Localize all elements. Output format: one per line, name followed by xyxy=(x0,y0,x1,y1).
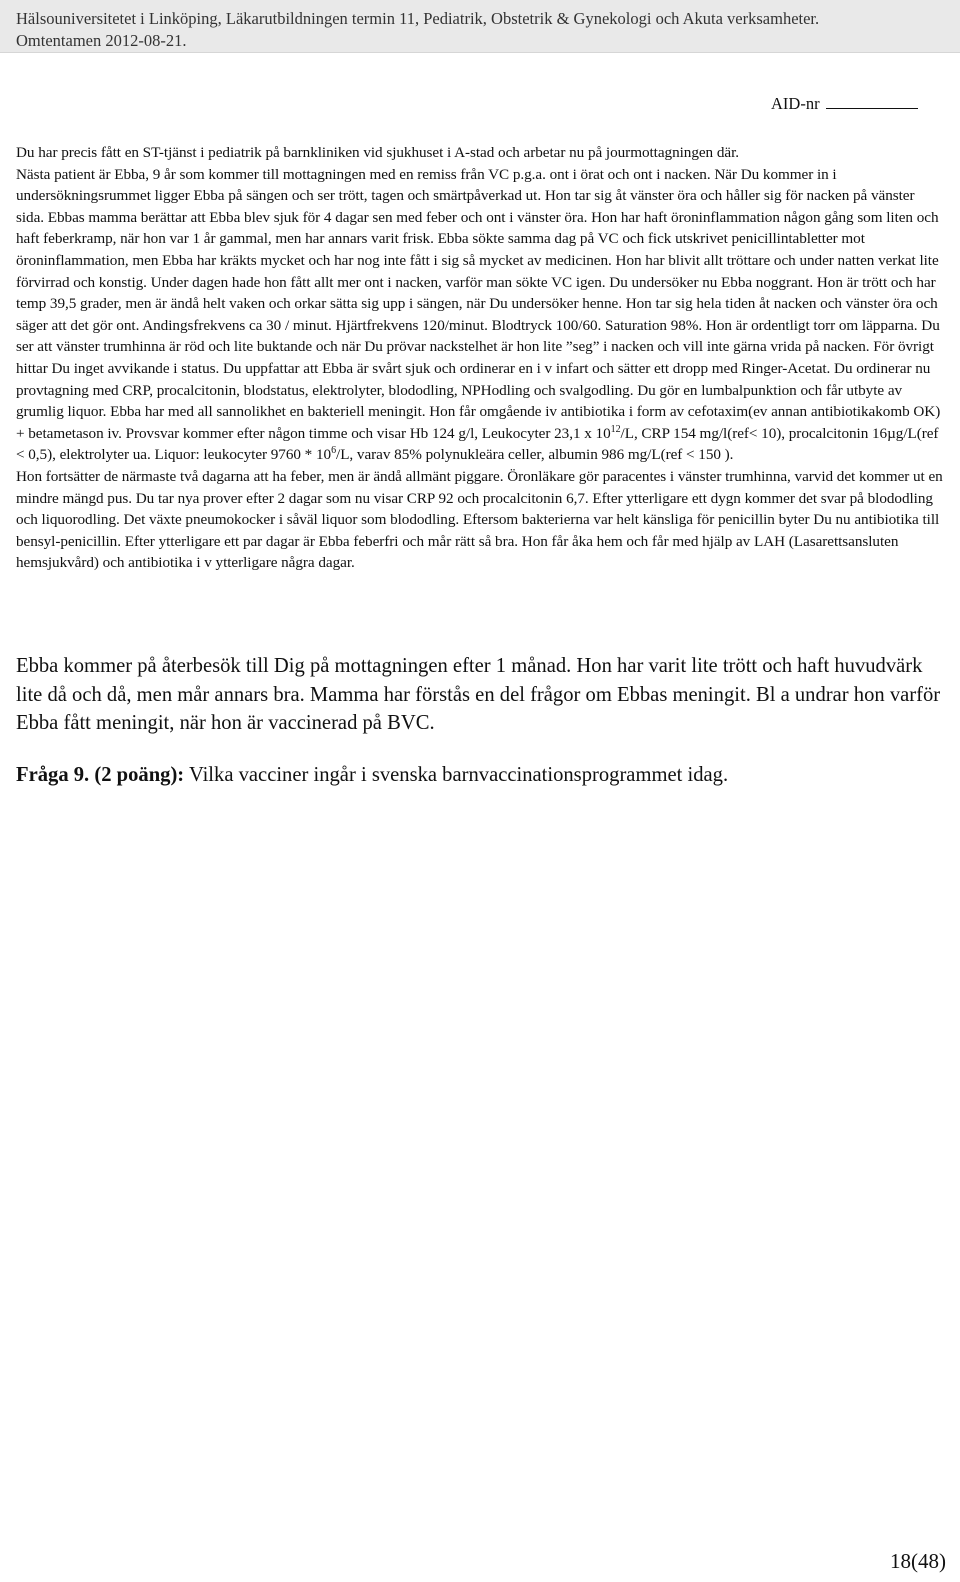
question-text: Vilka vacciner ingår i svenska barnvaccinationsprogrammet idag. xyxy=(184,764,729,786)
aid-blank-line xyxy=(826,93,918,109)
case-text-3: /L, varav 85% polynukleära celler, albumin 986 mg/L(ref < 150 ). xyxy=(336,446,734,464)
header-exam-date: Omtentamen 2012-08-21. xyxy=(16,31,187,50)
document-header xyxy=(0,0,960,53)
case-text-1: Nästa patient är Ebba, 9 år som kommer till mottagningen med en remiss från VC p.g.a. ont i örat och ont i nacken. När Du kommer in i undersökningsrummet ligger Ebba på sängen och ser trött, tagen och smärtpåverkad ut. Hon tar sig åt vänster öra och håller sig för nacken på vänster sida. Ebbas mamma berättar att Ebba blev sjuk för 4 dagar sen med feber och ont i vänster öra. Hon har haft öroninflammation någon gång som liten och haft feberkramp, när hon var 1 år gammal, men har annars varit frisk. Ebba sökte samma dag på VC och fick utskrivet penicillintabletter mot öroninflammation, men Ebba har kräkts mycket och har nog inte fått i sig så mycket av medicinen. Hon har blivit allt tröttare och under natten verkat lite förvirrad och konstig. Under dagen hade hon fått allt mer ont i nacken, varför man sökte VC igen. Du undersöker nu Ebba noggrant. Hon är trött och har temp 39,5 grader, men är ändå helt vaken och orkar sätta sig upp i sängen, när Du undersöker henne. Hon tar sig hela tiden åt nacken och vänster öra och säger att det gör ont. Andingsfrekvens ca 30 / minut. Hjärtfrekvens 120/minut. Blodtryck 100/60. Saturation 98%. Hon är ordentligt torr om läpparna. Du ser att vänster trumhinna är röd och lite buktande och när Du prövar nackstelhet är hon lite ”seg” i nacken och vill inte gärna vrida på nacken. För övrigt hittar Du inget avvikande i status. Du uppfattar att Ebba är svårt sjuk och ordinerar en i v infart och sätter ett dropp med Ringer-Acetat. Du ordinerar nu provtagning med CRP, procalcitonin, blodstatus, elektrolyter, blododling, NPHodling och svalgodling. Du gör en lumbalpunktion och får utbyte av grumlig liquor. Ebba har med all sannolikhet en bakteriell meningit. Hon får omgående iv antibiotika i form av cefotaxim(ev annan antibiotikakomb OK) + betametason iv. Provsvar kommer efter någon timme och visar Hb 124 g/l, Leukocyter 23,1 x 10 xyxy=(16,165,941,442)
case-description xyxy=(16,142,946,574)
header-institution: Hälsouniversitetet i Linköping, Läkarutbildningen termin 11, Pediatrik, Obstetrik & Gynekologi och Akuta verksamheter. xyxy=(16,9,820,28)
followup-paragraph: Ebba kommer på återbesök till Dig på mottagningen efter 1 månad. Hon har varit lite trött och haft huvudvärk lite då och då, men mår annars bra. Mamma har förstås en del frågor om Ebbas meningit. Bl a undrar hon varför Ebba fått meningit, när hon är vaccinerad på BVC. xyxy=(16,655,941,734)
case-continuation: Hon fortsätter de närmaste två dagarna att ha feber, men är ändå allmänt piggare. Öronläkare gör paracentes i vänster trumhinna, varvid det kommer ut en mindre mängd pus. Du tar nya prover efter 2 dagar som nu visar CRP 92 och procalcitonin 6,7. Efter ytterligare ett dygn kommer det svar på blododling och liquorodling. Det växte pneumokocker i såväl liquor som blododling. Eftersom bakterierna var helt känsliga för penicillin byter Du nu antibiotika till bensyl-penicillin. Efter ytterligare ett par dagar är Ebba feberfri och mår rätt så bra. Hon får åka hem och får med hjälp av LAH (Lasarettsansluten hemsjukvård) och antibiotika i v ytterligare några dagar. xyxy=(16,467,943,572)
case-intro: Du har precis fått en ST-tjänst i pediatrik på barnkliniken vid sjukhuset i A-stad och arbetar nu på jourmottagningen där. xyxy=(16,144,740,161)
aid-field xyxy=(771,93,918,114)
superscript-exponent-2: 6 xyxy=(331,445,337,457)
superscript-exponent-1: 12 xyxy=(610,423,621,435)
question-label: Fråga 9. (2 poäng): xyxy=(16,764,185,786)
aid-label: AID-nr xyxy=(771,94,820,113)
question-9 xyxy=(16,761,951,789)
case-text-2: /L, CRP 154 mg/l(ref< 10), procalcitonin 16µg/L(ref < 0,5), elektrolyter ua. Liquor: leukocyter 9760 * 10 xyxy=(16,424,939,464)
case-body xyxy=(16,164,946,466)
page-number: 18(48) xyxy=(890,1549,946,1573)
